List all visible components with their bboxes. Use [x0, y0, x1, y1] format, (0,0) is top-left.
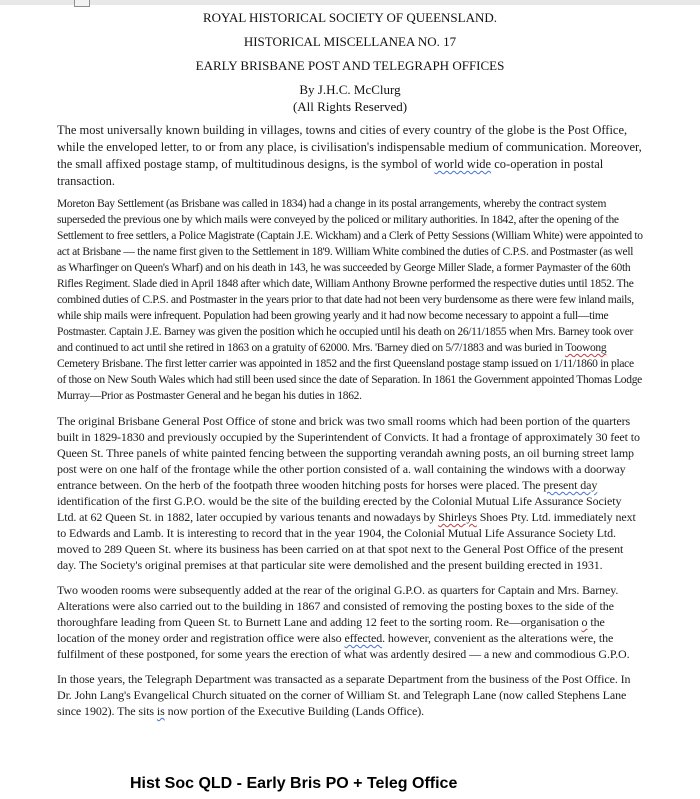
grammar-marked-word: present day — [543, 478, 598, 492]
text-run: The original Brisbane General Post Office of stone and brick was two small rooms which had been portion of the quarters built in 1829-1830 and previously occupied by the Superintendent of Convicts. It had a frontage of approximately 30 feet to Queen St. Three panels of white painted fencing between the supporting verandah awning posts, an oil burning street lamp post were on one half of the frontage while the other portion consisted of a. wall containing the windows with a doorway entrance between. On the herb of the footpath three wooden hitching posts for horses were placed. The — [57, 414, 640, 492]
doc-byline: By J.H.C. McClurg — [299, 82, 401, 97]
doc-paragraph-original-gpo — [57, 413, 643, 573]
text-run: Two wooden rooms were subsequently added at the rear of the original G.P.O. as quarters for Captain and Mrs. Barney. Alterations were also carried out to the building in 1867 and consisted of removing the posting boxes to the side of the thoroughfare leading from Queen St. to Burnett Lane and adding 12 feet to the sorting room. Re—organisation — [57, 583, 619, 629]
doc-paragraph-intro — [57, 122, 643, 190]
grammar-marked-word: world wide — [434, 157, 492, 171]
grammar-marked-word: is — [156, 704, 165, 718]
text-run: now portion of the Executive Building (Lands Office). — [164, 704, 425, 718]
doc-paragraph-moreton-bay — [57, 196, 643, 404]
text-run: the location of the money order and registration office were also — [57, 615, 605, 645]
text-run: co-operation in postal transaction. — [57, 157, 604, 188]
doc-rights-line: (All Rights Reserved) — [292, 99, 408, 114]
spellcheck-marked-word: o — [581, 615, 588, 629]
doc-title-subject: EARLY BRISBANE POST AND TELEGRAPH OFFICES — [195, 58, 505, 73]
document-page — [0, 5, 700, 799]
text-run: Cemetery Brisbane. The first letter carrier was appointed in 1852 and the first Queensland postage stamp issued on 1/11/1860 in place of those on New South Wales which had still been used since the date of Separation. In 1861 the Government appointed Thomas Lodge Murray—Prior as Postmaster General and he began his duties in 1862. — [57, 358, 642, 402]
text-run: Shoes Pty. Ltd. immediately next to Edwards and Lamb. It is interesting to record that in the year 1904, the Colonial Mutual Life Assurance Society Ltd. moved to 289 Queen St. where its business has been carried on at that spot next to the General Post Office of the present day. The Society's original premises at that particular site were demolished and the present building erected in 1931. — [57, 510, 636, 572]
text-run: identification of the first G.P.O. would be the site of the building erected by the Colonial Mutual Life Assurance Society Ltd. at 62 Queen St. in 1882, later occupied by various tenants and nowadays by — [57, 494, 622, 524]
doc-title-miscellanea: HISTORICAL MISCELLANEA NO. 17 — [243, 34, 457, 49]
text-run: Moreton Bay Settlement (as Brisbane was called in 1834) had a change in its postal arrangements, whereby the contract system superseded the previous one by which mails were conveyed by the policed or military authorities. In 1842, after the opening of the Settlement to free settlers, a Police Magistrate (Captain J.E. Wickham) and a Clerk of Petty Sessions (William White) were appointed to act at Brisbane — the name first given to the Settlement in 18'9. William White combined the duties of C.P.S. and Postmaster (as well as Wharfinger on Queen's Wharf) and on his death in 143, he was succeeded by George Miller Slade, a former Paymaster of the 60th Rifles Regiment. Slade died in April 1848 after which date, William Anthony Browne performed the respective duties until 1852. The combined duties of C.P.S. and Postmaster in the years prior to that date had not been very burdensome as there were few inland mails, while ship mails were infrequent. Population had been growing yearly and it had now become necessary to appoint a full—time Postmaster. Captain J.E. Barney was given the position which he occupied until his death on 26/11/1855 when Mrs. Barney took over and continued to act until she retired in 1863 on a gratuity of 62000. Mrs. 'Barney died on 5/7/1883 and was buried in — [57, 198, 643, 354]
doc-title-society: ROYAL HISTORICAL SOCIETY OF QUEENSLAND. — [202, 10, 498, 25]
spellcheck-marked-word: Toowong — [565, 342, 607, 354]
doc-caption: Hist Soc QLD - Early Bris PO + Teleg Office — [130, 775, 458, 792]
grammar-marked-word: effected — [344, 631, 383, 645]
text-run: The most universally known building in villages, towns and cities of every country of the globe is the Post Office, while the enveloped letter, to or from any place, is civilisation's indispensable medium of communication. Moreover, the small affixed postage stamp, of multitudinous designs, is the symbol of — [57, 123, 642, 171]
spellcheck-marked-word: Shirleys — [438, 510, 477, 524]
text-run: . however, convenient as the alterations were, the fulfilment of these postponed, for some years the erection of what was ardently desired — a new and commodious G.P.O. — [57, 631, 630, 661]
text-run: In those years, the Telegraph Department was transacted as a separate Department from the business of the Post Office. In Dr. John Lang's Evangelical Church situated on the corner of William St. and Telegraph Lane (now called Stephens Lane since 1902). The sits — [57, 672, 631, 718]
doc-paragraph-alterations — [57, 582, 643, 662]
doc-paragraph-telegraph — [57, 671, 643, 719]
